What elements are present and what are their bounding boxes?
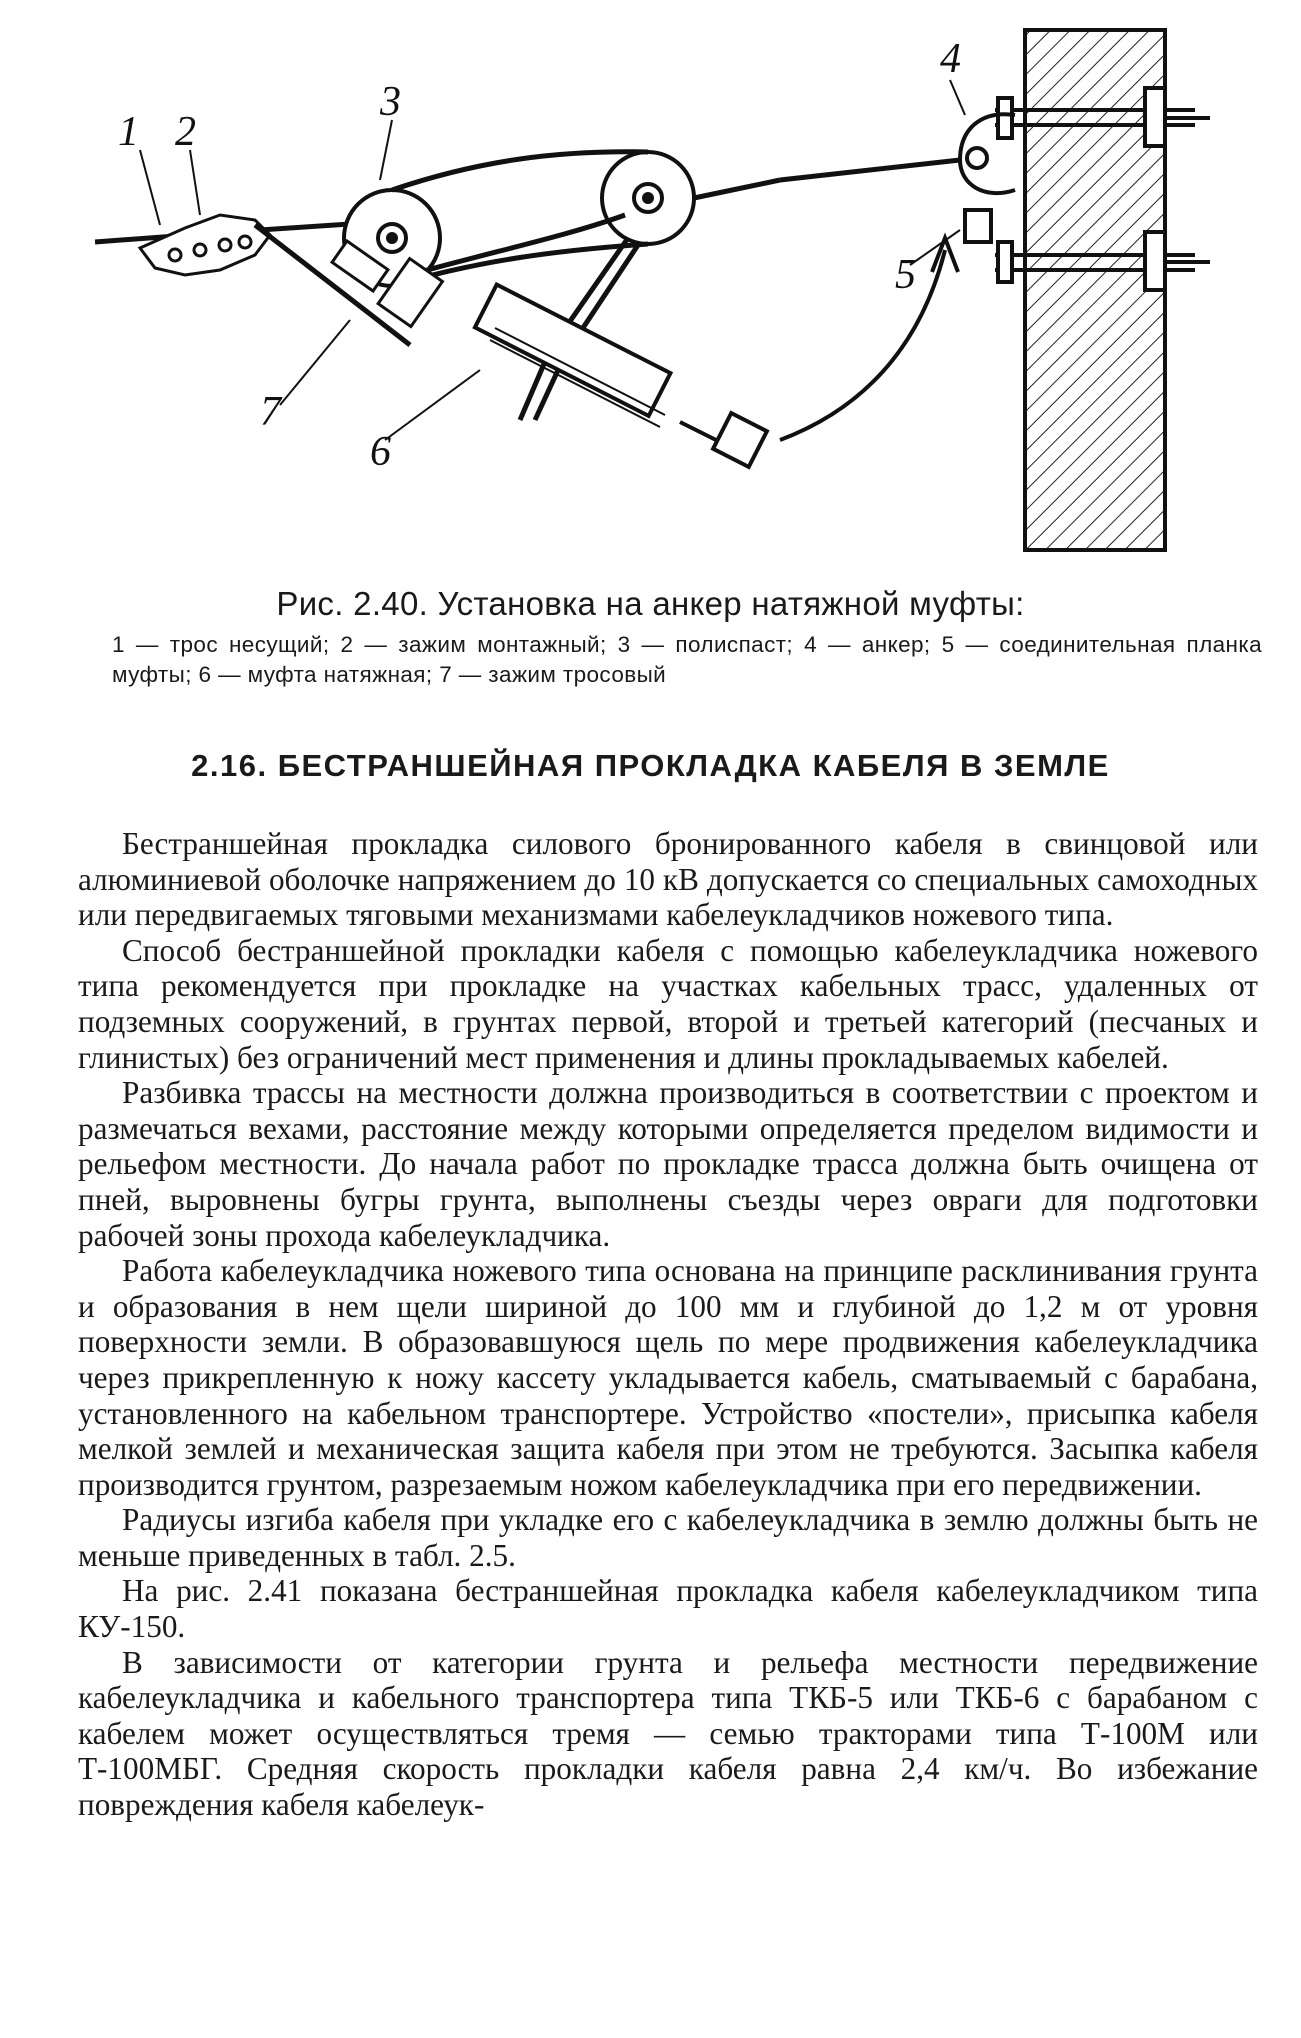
paragraph: Разбивка трассы на местности должна производиться в соответствии с проектом и размечаться вехами, расстояние между которыми определяется пределом видимости и рельефом местности. До начала работ по прокладке трасса должна быть очищена от пней, выровнены бугры грунта, выполнены съезды через овраги для подготовки рабочей зоны прохода кабелеукладчика. bbox=[78, 1075, 1258, 1253]
paragraph: На рис. 2.41 показана бестраншейная прокладка кабеля кабелеукладчиком типа КУ-150. bbox=[78, 1573, 1258, 1645]
label-2: 2 bbox=[175, 109, 196, 155]
label-7: 7 bbox=[260, 389, 281, 435]
label-1: 1 bbox=[118, 109, 139, 155]
figure-legend: 1 — трос несущий; 2 — зажим монтажный; 3 — полиспаст; 4 — анкер; 5 — соединительная планка муфты; 6 — муфта натяжная; 7 — зажим тросовый bbox=[112, 632, 1262, 687]
body-text bbox=[78, 826, 1258, 1823]
movement-arrow bbox=[780, 238, 958, 440]
label-3: 3 bbox=[380, 79, 401, 125]
paragraph: Способ бестраншейной прокладки кабеля с помощью кабелеукладчика ножевого типа рекомендуется при прокладке на участках кабельных трасс, удаленных от подземных сооружений, в грунтах первой, второй и третьей категорий (песчаных и глинистых) без ограничений мест применения и длины прокладываемых кабелей. bbox=[78, 932, 1258, 1075]
paragraph: Радиусы изгиба кабеля при укладке его с кабелеукладчика в землю должны быть не меньше приведенных в табл. 2.5. bbox=[78, 1502, 1258, 1573]
label-4: 4 bbox=[940, 36, 961, 82]
paragraph: Работа кабелеукладчика ножевого типа основана на принципе расклинивания грунта и образования в нем щели шириной до 100 мм и глубиной до 1,2 м от уровня поверхности земли. В образовавшуюся щель по мере продвижения кабелеукладчика через прикрепленную к ножу кассету укладывается кабель, сматываемый с барабана, установленного на кабельном транспортере. Устройство «постели», присыпка кабеля мелкой землей и механическая защита кабеля при этом не требуются. Засыпка кабеля производится грунтом, разрезаемым ножом кабелеукладчика при его передвижении. bbox=[78, 1253, 1258, 1502]
label-5: 5 bbox=[895, 252, 916, 298]
paragraph: В зависимости от категории грунта и рельефа местности передвижение кабелеукладчика и кабельного транспортера типа ТКБ-5 или ТКБ-6 с барабаном с кабелем может осуществляться тремя — семью тракторами типа Т-100М или Т-100МБГ. Средняя скорость прокладки кабеля равна 2,4 км/ч. Во избежание повреждения кабеля кабелеук- bbox=[78, 1644, 1258, 1823]
anchor-installation-diagram bbox=[80, 10, 1280, 580]
figure-anchor-installation bbox=[80, 10, 1280, 580]
label-6: 6 bbox=[370, 429, 391, 475]
tension-sleeve bbox=[475, 285, 767, 467]
section-heading: 2.16. БЕСТРАНШЕЙНАЯ ПРОКЛАДКА КАБЕЛЯ В ЗЕМЛЕ bbox=[191, 748, 1110, 783]
figure-caption: Рис. 2.40. Установка на анкер натяжной муфты: bbox=[276, 585, 1025, 622]
paragraph: Бестраншейная прокладка силового бронированного кабеля в свинцовой или алюминиевой оболочке напряжением до 10 кВ допускается со специальных самоходных или передвигаемых тяговыми механизмами кабелеукладчиков ножевого типа. bbox=[78, 826, 1258, 933]
pulley-block-right bbox=[602, 152, 694, 244]
